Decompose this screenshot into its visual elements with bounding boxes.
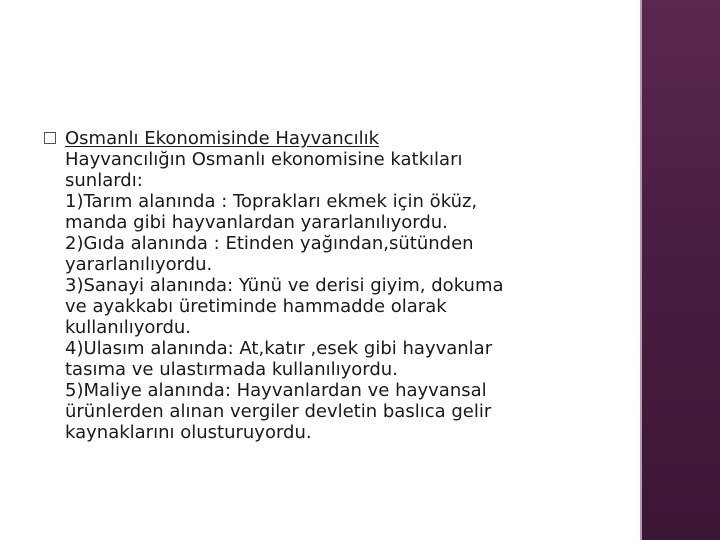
- body-line: manda gibi hayvanlardan yararlanılıyordu.: [65, 212, 448, 233]
- body-line: tasıma ve ulastırmada kullanılıyordu.: [65, 359, 398, 380]
- body-line: ürünlerden alınan vergiler devletin baslıca gelir: [65, 401, 492, 422]
- body-line: 2)Gıda alanında : Etinden yağından,sütünden: [65, 233, 474, 254]
- body-line: kullanılıyordu.: [65, 317, 192, 338]
- slide-heading: Osmanlı Ekonomisinde Hayvancılık: [65, 128, 380, 149]
- side-decorative-band: [642, 0, 720, 540]
- body-line: 5)Maliye alanında: Hayvanlardan ve hayvansal: [65, 380, 487, 401]
- body-line: ve ayakkabı üretiminde hammadde olarak: [65, 296, 447, 317]
- body-line: kaynaklarını olusturuyordu.: [65, 422, 312, 443]
- square-bullet-icon: [44, 132, 56, 144]
- body-line: sunlardı:: [65, 170, 143, 191]
- body-line: yararlanılıyordu.: [65, 254, 213, 275]
- slide-content: [44, 128, 624, 443]
- bullet-item: [44, 128, 624, 443]
- body-line: 1)Tarım alanında : Toprakları ekmek için öküz,: [65, 191, 478, 212]
- body-line: 4)Ulasım alanında: At,katır ,esek gibi hayvanlar: [65, 338, 493, 359]
- body-line: Hayvancılığın Osmanlı ekonomisine katkıları: [65, 149, 463, 170]
- body-line: 3)Sanayi alanında: Yünü ve derisi giyim, dokuma: [65, 275, 504, 296]
